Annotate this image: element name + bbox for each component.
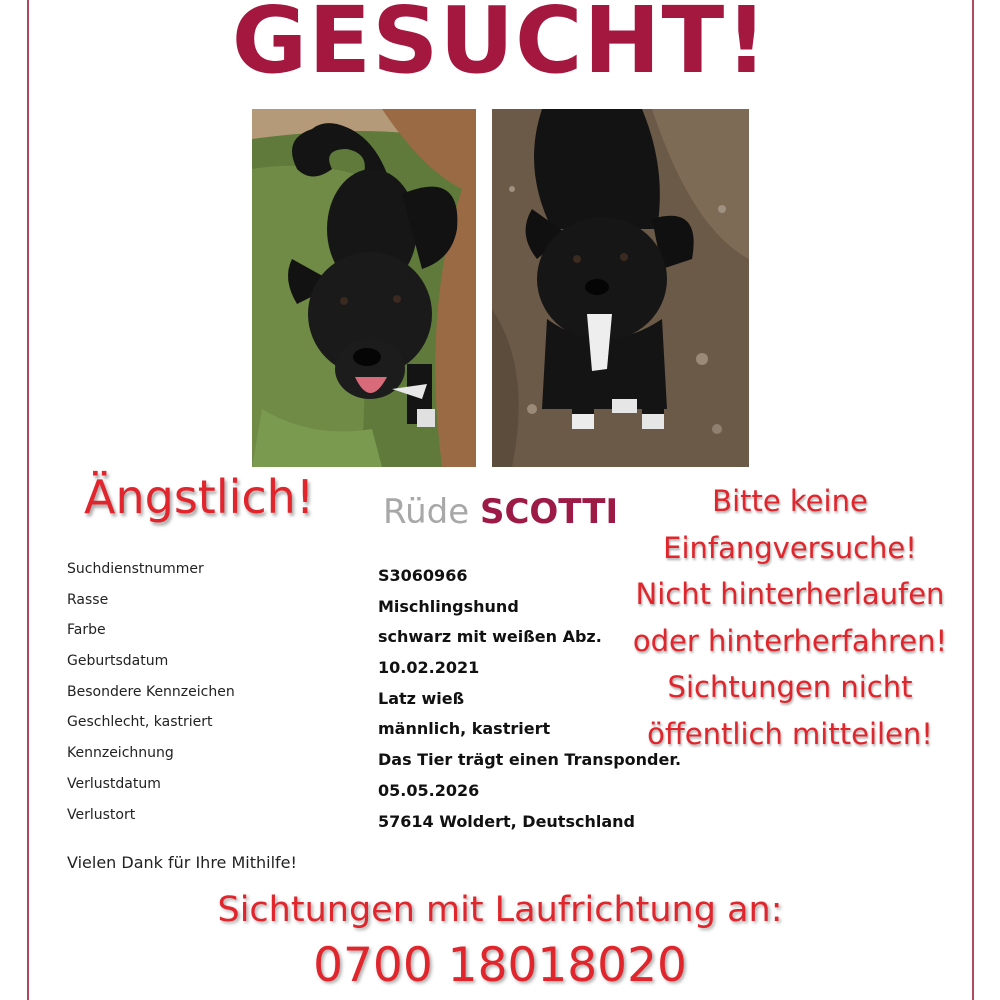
warning-line: oder hinterherfahren! — [632, 623, 948, 658]
detail-value: Das Tier trägt einen Transponder. — [378, 750, 682, 770]
detail-value: Mischlingshund — [378, 596, 519, 616]
poster-border-left — [27, 0, 29, 1000]
warning-line: Einfangversuche! — [663, 530, 917, 565]
detail-row — [67, 622, 687, 653]
dog-gender: Rüde — [383, 492, 470, 532]
warning-line: Bitte keine — [712, 484, 868, 518]
detail-row — [67, 807, 687, 838]
warning-line: Nicht hinterherlaufen — [635, 577, 945, 611]
detail-value: männlich, kastriert — [378, 719, 551, 739]
warning-line: öffentlich mitteilen! — [647, 716, 933, 751]
detail-label: Farbe — [67, 622, 106, 639]
detail-value: S3060966 — [378, 566, 468, 585]
detail-value: 10.02.2021 — [378, 658, 480, 678]
detail-label: Geschlecht, kastriert — [67, 714, 213, 731]
detail-value: Latz wieß — [378, 688, 465, 708]
poster-border-right — [972, 0, 974, 1000]
detail-row — [67, 684, 687, 715]
dog-photo-grass — [252, 109, 476, 467]
contact-phone: 0700 18018020 — [313, 938, 687, 993]
detail-label: Besondere Kennzeichen — [67, 683, 235, 700]
contact-heading: Sichtungen mit Laufrichtung an: — [217, 890, 783, 930]
thanks-text: Vielen Dank für Ihre Mithilfe! — [67, 853, 297, 872]
detail-value: 05.05.2026 — [378, 780, 480, 800]
detail-row — [67, 714, 687, 745]
dog-name: SCOTTI — [479, 492, 619, 532]
detail-label: Suchdienstnummer — [67, 561, 204, 577]
detail-row — [67, 745, 687, 776]
detail-label: Kennzeichnung — [67, 745, 174, 762]
detail-label: Verlustdatum — [67, 775, 161, 792]
dog-name-line — [383, 492, 618, 532]
detail-label: Geburtsdatum — [67, 653, 169, 670]
detail-row — [67, 561, 687, 592]
detail-label: Verlustort — [67, 806, 136, 823]
details-table — [67, 561, 687, 837]
poster-title: GESUCHT! — [231, 0, 769, 94]
detail-value: schwarz mit weißen Abz. — [378, 627, 602, 647]
warning-line: Sichtungen nicht — [667, 670, 913, 704]
anxious-label: Ängstlich! — [84, 470, 315, 524]
detail-row — [67, 592, 687, 623]
detail-value: 57614 Woldert, Deutschland — [378, 811, 635, 831]
detail-row — [67, 653, 687, 684]
dog-photo-soil — [492, 109, 749, 467]
detail-label: Rasse — [67, 591, 109, 608]
detail-row — [67, 776, 687, 807]
